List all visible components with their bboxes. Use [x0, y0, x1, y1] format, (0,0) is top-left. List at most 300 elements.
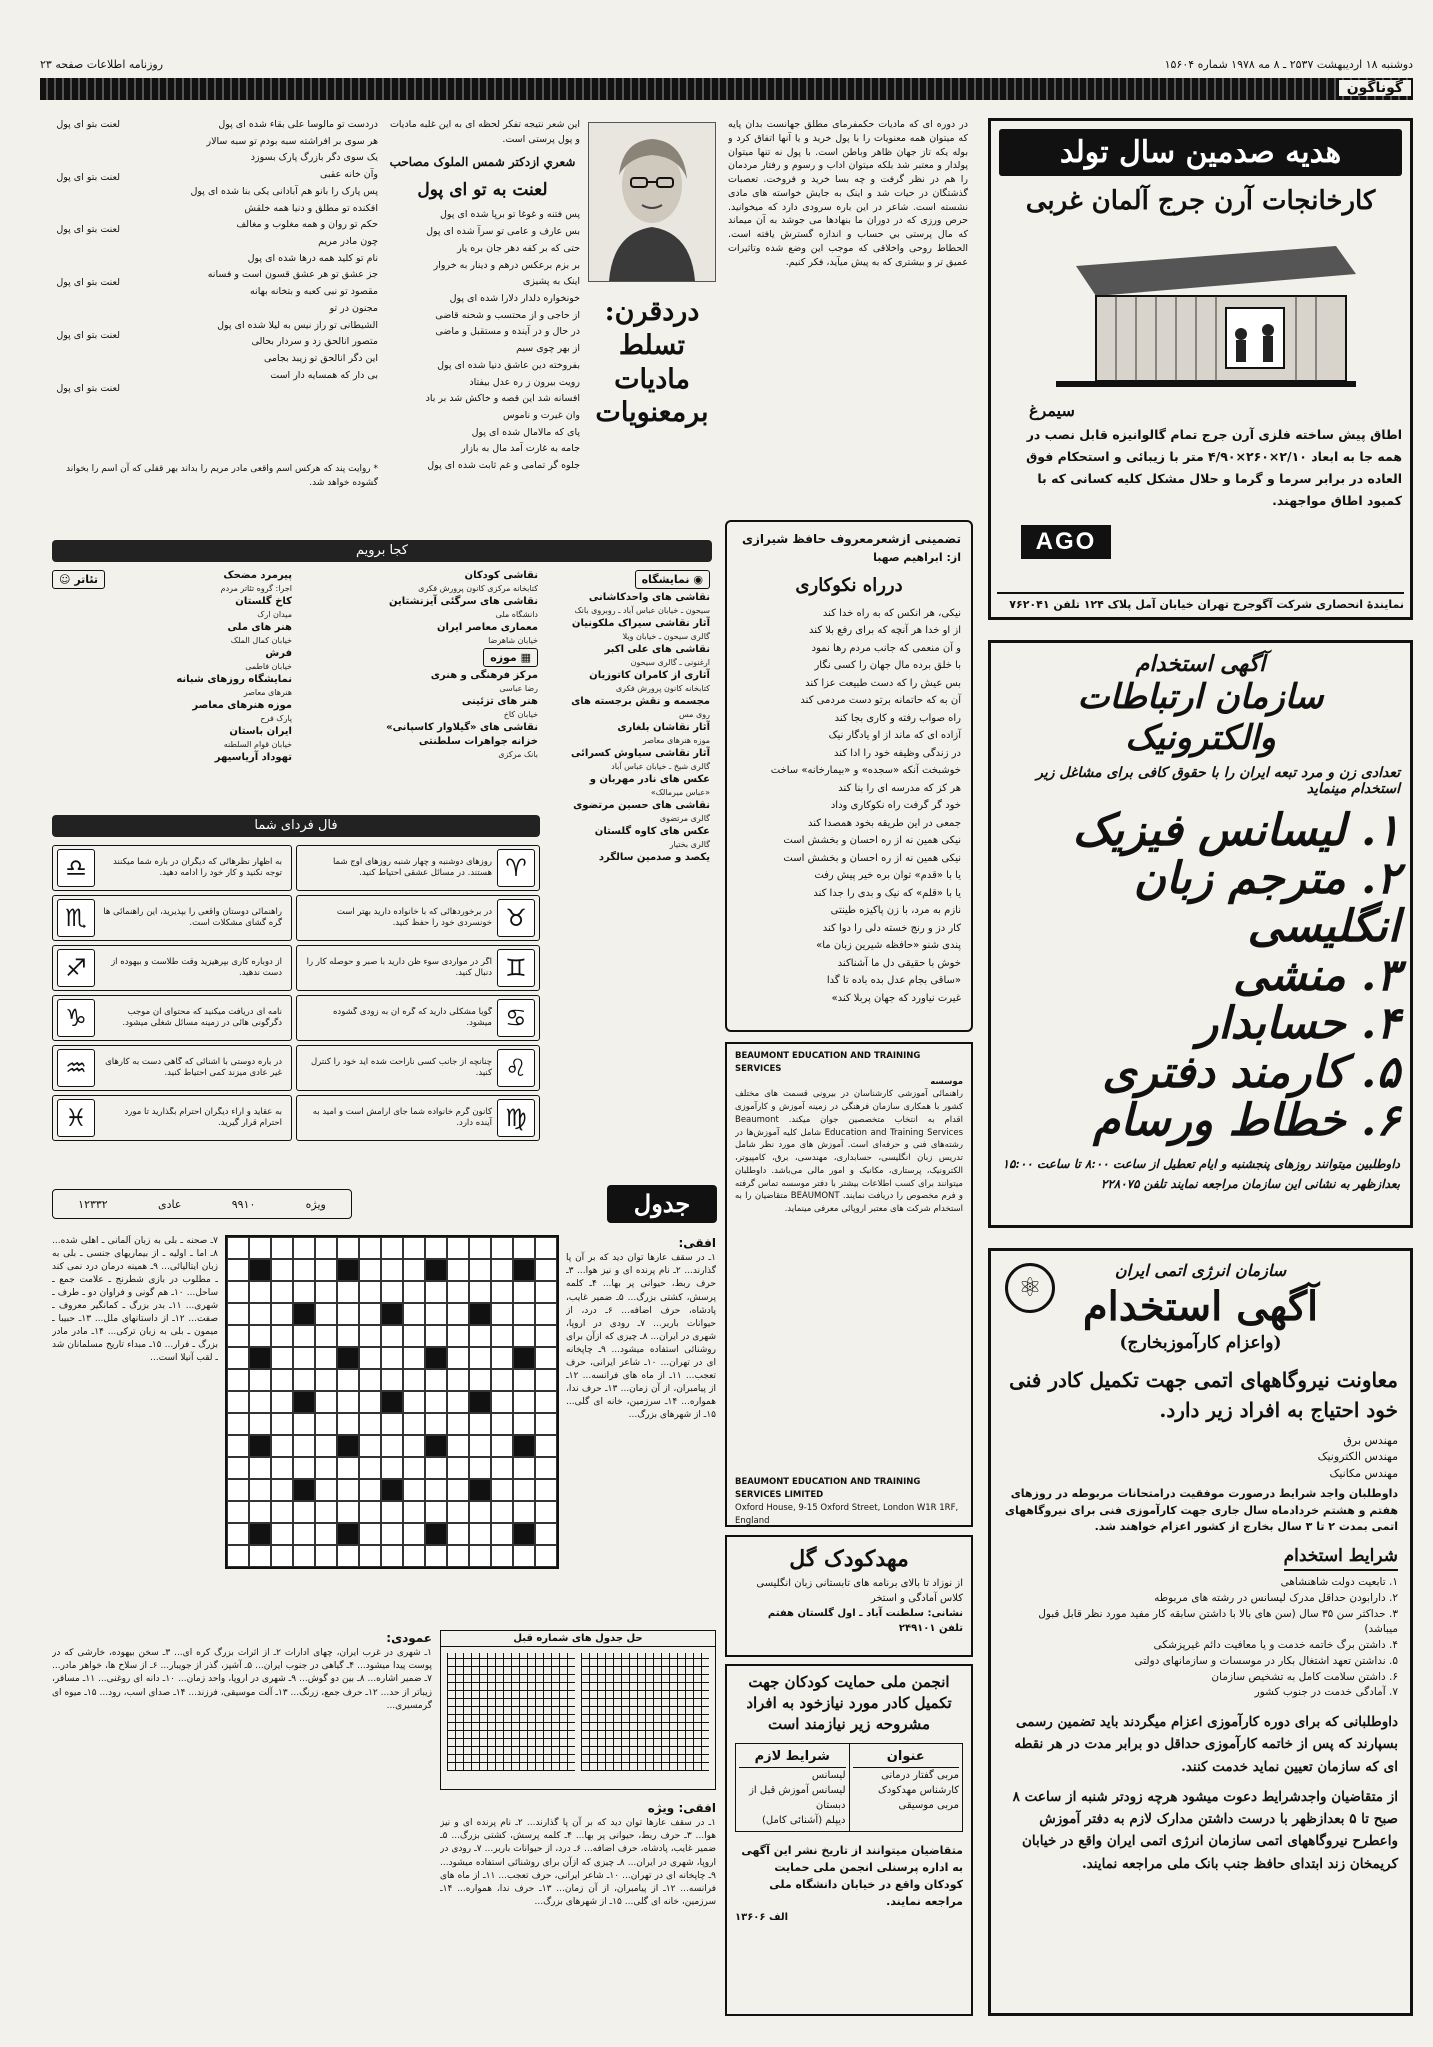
sign-text: راهنمائی دوستان واقعی را بپذيريد، اين راهنمائی ها گره گشای مشکلات است. [103, 906, 282, 928]
crossword-cell[interactable] [491, 1281, 513, 1303]
crossword-block [249, 1435, 271, 1457]
crossword-cell[interactable] [491, 1501, 513, 1523]
crossword-cell[interactable] [469, 1545, 491, 1567]
crossword-cell[interactable] [513, 1237, 535, 1259]
crossword-cell[interactable] [315, 1479, 337, 1501]
telecom-jobs [1001, 804, 1400, 1146]
crossword-cell[interactable] [403, 1369, 425, 1391]
crossword-cell[interactable] [403, 1303, 425, 1325]
crossword-cell[interactable] [513, 1457, 535, 1479]
crossword-cell[interactable] [337, 1501, 359, 1523]
crossword-cell[interactable] [249, 1479, 271, 1501]
horoscope-sign [52, 895, 292, 941]
crossword-cell[interactable] [359, 1325, 381, 1347]
crossword-cell[interactable] [535, 1545, 557, 1567]
listing-title: آثار نقاشی سياوش کسرائی [571, 748, 710, 759]
crossword-cell[interactable] [381, 1259, 403, 1281]
crossword-cell[interactable] [469, 1435, 491, 1457]
crossword-cell[interactable] [513, 1391, 535, 1413]
crossword-cell[interactable] [359, 1281, 381, 1303]
crossword-cell[interactable] [403, 1281, 425, 1303]
crossword-cell[interactable] [425, 1325, 447, 1347]
horoscope-sign [52, 845, 292, 891]
poem-line: متصور انالحق زد و سردار بحالی [251, 336, 378, 348]
crossword-cell[interactable] [447, 1435, 469, 1457]
crossword-cell[interactable] [227, 1391, 249, 1413]
crossword-cell[interactable] [425, 1391, 447, 1413]
crossword-cell[interactable] [315, 1501, 337, 1523]
crossword-cell[interactable] [227, 1545, 249, 1567]
crossword-cell[interactable] [227, 1479, 249, 1501]
crossword-cell[interactable] [535, 1457, 557, 1479]
crossword-cell[interactable] [337, 1237, 359, 1259]
hafez-line: از او خدا هر آنچه که برای رفع بلا کند [809, 625, 961, 637]
crossword-cell[interactable] [249, 1369, 271, 1391]
crossword-cell[interactable] [249, 1457, 271, 1479]
exhibitions-label: نمايشگاه [641, 573, 690, 586]
poem-lines [385, 208, 580, 474]
crossword-cell[interactable] [249, 1281, 271, 1303]
crossword-cell[interactable] [403, 1413, 425, 1435]
crossword-cell[interactable] [271, 1479, 293, 1501]
crossword-cell[interactable] [381, 1325, 403, 1347]
crossword-cell[interactable] [425, 1457, 447, 1479]
crossword-cell[interactable] [293, 1347, 315, 1369]
poem-line: الشيطانی تو راز نيس به ليلا شده ای پول [217, 319, 378, 331]
poem-line: دردست تو مالوسا علی بقاء شده ای پول [218, 119, 378, 130]
crossword-cell[interactable] [337, 1479, 359, 1501]
crossword-cell[interactable] [249, 1545, 271, 1567]
beaumont-footer-en: BEAUMONT EDUCATION AND TRAINING SERVICES LIMITED [735, 1477, 921, 1500]
crossword-cell[interactable] [447, 1369, 469, 1391]
crossword-cell[interactable] [425, 1501, 447, 1523]
crossword-cell[interactable] [381, 1501, 403, 1523]
article-headline [588, 295, 716, 430]
crossword-cell[interactable] [271, 1259, 293, 1281]
crossword-cell[interactable] [491, 1303, 513, 1325]
cond-item: ۴. داشتن برگ خاتمه خدمت و يا معافيت دائم غيرپزشکی [1153, 1639, 1398, 1651]
crossword-cell[interactable] [249, 1391, 271, 1413]
job-item: ۵. کارمند دفتری [1102, 1046, 1400, 1098]
crossword-cell[interactable] [337, 1369, 359, 1391]
crossword-cell[interactable] [293, 1237, 315, 1259]
crossword-cell[interactable] [447, 1347, 469, 1369]
crossword-cell[interactable] [535, 1237, 557, 1259]
ordinary-number: ۱۲۳۳۲ [78, 1197, 108, 1211]
crossword-cell[interactable] [535, 1501, 557, 1523]
crossword-block [425, 1435, 447, 1457]
crossword-cell[interactable] [337, 1391, 359, 1413]
crossword-cell[interactable] [403, 1479, 425, 1501]
crossword-cell[interactable] [315, 1457, 337, 1479]
listing-item [52, 596, 292, 619]
poem-line: مقصود تو نبی کعبه و بتخانه بهانه [250, 286, 378, 298]
crossword-cell[interactable] [535, 1303, 557, 1325]
ago-brand: AGO [1035, 528, 1097, 555]
crossword-cell[interactable] [337, 1413, 359, 1435]
crossword-cell[interactable] [315, 1545, 337, 1567]
crossword-cell[interactable] [315, 1347, 337, 1369]
sign-text: از دوباره کاری بپرهيزيد وقت طلاست و بيهوده از دست ندهيد. [111, 956, 282, 978]
poem-refrain: لعنت بتو ای پول [56, 329, 120, 341]
atomic-cond-title: شرايط استخدام [1284, 1544, 1398, 1572]
crossword-cell[interactable] [403, 1501, 425, 1523]
crossword-cell[interactable] [403, 1523, 425, 1545]
crossword-cell[interactable] [337, 1457, 359, 1479]
crossword-cell[interactable] [359, 1413, 381, 1435]
crossword-cell[interactable] [271, 1501, 293, 1523]
sign-text: در باره دوستی با آشنائی که گاهی دست به کارهای غير عادی ميزند کمی احتياط کنيد. [105, 1056, 282, 1078]
crossword-cell[interactable] [425, 1545, 447, 1567]
crossword-cell[interactable] [227, 1369, 249, 1391]
crossword-cell[interactable] [403, 1325, 425, 1347]
crossword-cell[interactable] [293, 1523, 315, 1545]
listing-sub: اجرا: گروه تئاتر مردم [220, 584, 292, 593]
aries-icon: ♈ [497, 849, 535, 887]
col-cond-header: شرايط لازم [739, 1747, 846, 1768]
listing-item [300, 670, 538, 693]
crossword-cell[interactable] [381, 1545, 403, 1567]
crossword-cell[interactable] [447, 1501, 469, 1523]
crossword-cell[interactable] [315, 1237, 337, 1259]
crossword-cell[interactable] [227, 1413, 249, 1435]
crossword-cell[interactable] [249, 1325, 271, 1347]
cond-item: ۶. داشتن سلامت کامل به تشخيص سازمان [1211, 1670, 1398, 1683]
crossword-cell[interactable] [469, 1259, 491, 1281]
hafez-line: کار دز و رنج خسته دلی را دوا کند [822, 922, 961, 934]
crossword-cell[interactable] [227, 1523, 249, 1545]
headline-line-4: برمعنويات [595, 397, 709, 429]
paper-page: روزنامه اطلاعات صفحه ۲۳ [40, 58, 164, 71]
crossword-cell[interactable] [425, 1369, 447, 1391]
crossword-cell[interactable] [491, 1435, 513, 1457]
crossword-cell[interactable] [381, 1281, 403, 1303]
crossword-cell[interactable] [381, 1523, 403, 1545]
crossword-cell[interactable] [271, 1457, 293, 1479]
crossword-down [52, 1630, 432, 2015]
crossword-cell[interactable] [359, 1479, 381, 1501]
sign-text: به عقايد و آراء ديگران احترام بگذاريد تا مورد احترام قرار گيريد. [124, 1106, 282, 1128]
crossword-cell[interactable] [359, 1435, 381, 1457]
poem-refrain: لعنت بتو ای پول [56, 224, 120, 236]
crossword-cell[interactable] [381, 1347, 403, 1369]
crossword-cell[interactable] [513, 1369, 535, 1391]
poem-refrain: لعنت بتو ای پول [56, 277, 120, 289]
crossword-cell[interactable] [381, 1369, 403, 1391]
crossword-cell[interactable] [359, 1347, 381, 1369]
crossword-cell[interactable] [293, 1435, 315, 1457]
crossword-cell[interactable] [469, 1325, 491, 1347]
hafez-line: در زندگی وظيفه خود را ادا کند [834, 747, 961, 759]
crossword-cell[interactable] [359, 1523, 381, 1545]
crossword-cell[interactable] [425, 1479, 447, 1501]
crossword-cell[interactable] [447, 1479, 469, 1501]
crossword-cell[interactable] [447, 1325, 469, 1347]
museums-col [300, 570, 538, 810]
crossword-cell[interactable] [447, 1237, 469, 1259]
crossword-cell[interactable] [513, 1325, 535, 1347]
crossword-cell[interactable] [535, 1281, 557, 1303]
poem-line: بس عارف و عامی تو سرآ شده ای پول [426, 226, 580, 238]
crossword-cell[interactable] [293, 1545, 315, 1567]
crossword-cell[interactable] [227, 1237, 249, 1259]
crossword-cell[interactable] [315, 1325, 337, 1347]
crossword-grid-cells[interactable] [225, 1235, 559, 1569]
job-item: ۶. خطاط ورسام [1093, 1094, 1400, 1146]
crossword-left-clues: ۷ـ صحنه ـ بلی به زبان آلمانی ـ اهلی شده... ۸ـ اما ـ اوليه ـ از بيماريهای جنسی ـ بلی به زبان ايتاليائی... ۹ـ همينه درمان درد نمی کند ـ مطلوب در بازی شطرنج ـ علامت جمع ـ ساحل... ۱۰ـ هم گونی و فراوان دو ـ طرف ـ شهری... ۱۱ـ بدر بزرگ ـ کمانگير معروف ـ صفت... ۱۲ـ از داستانهای ملل... ۱۳ـ حبيبا ـ ميمون ـ بلی به زبان ترکی... ۱۴ـ مادر مادر بزرگ ـ فرار... ۱۵ـ مبداء تاريخ مسلمانان شد ـ لقب آنيلا است... [52, 1236, 218, 1364]
crossword-cell[interactable] [271, 1523, 293, 1545]
crossword-cell[interactable] [513, 1413, 535, 1435]
crossword-cell[interactable] [513, 1501, 535, 1523]
listing-title: آثار نقاشان بلغاری [617, 722, 710, 733]
crossword-cell[interactable] [337, 1303, 359, 1325]
child-society-ad-box [725, 1664, 973, 2016]
crossword-cell[interactable] [359, 1545, 381, 1567]
crossword-cell[interactable] [293, 1369, 315, 1391]
cond-item: ۷. آمادگی خدمت در جنوب کشور [1254, 1686, 1398, 1699]
crossword-cell[interactable] [271, 1325, 293, 1347]
where-to-go-bar: کجا برويم [52, 540, 712, 562]
crossword-cell[interactable] [315, 1523, 337, 1545]
crossword-cell[interactable] [271, 1435, 293, 1457]
crossword-cell[interactable] [469, 1457, 491, 1479]
crossword-block [337, 1435, 359, 1457]
horoscope-sign [52, 1095, 292, 1141]
poem-line: وان غيرت و ناموس [502, 410, 580, 421]
crossword-cell[interactable] [491, 1457, 513, 1479]
crossword-cell[interactable] [491, 1523, 513, 1545]
crossword-cell[interactable] [513, 1545, 535, 1567]
listing-sub: خيابان کاخ [503, 710, 538, 719]
atomic-title: آگهی استخدام [1082, 1283, 1319, 1330]
crossword-cell[interactable] [513, 1303, 535, 1325]
hafez-line: خوشبخت آنکه «سجده» و «بيمارخانه» ساخت [770, 765, 961, 777]
crossword-cell[interactable] [403, 1457, 425, 1479]
crossword-cell[interactable] [249, 1501, 271, 1523]
listing-item [52, 752, 292, 763]
crossword-cell[interactable] [315, 1435, 337, 1457]
crossword-cell[interactable] [447, 1281, 469, 1303]
crossword-cell[interactable] [315, 1259, 337, 1281]
crossword-cell[interactable] [469, 1369, 491, 1391]
crossword-cell[interactable] [337, 1325, 359, 1347]
crossword-cell[interactable] [359, 1457, 381, 1479]
poem-line: جامه به غارت آمد مال به بازار [461, 443, 580, 455]
poem-line: خونخواره دلدار دلارا شده ای پول [449, 292, 580, 304]
crossword-block [293, 1303, 315, 1325]
crossword-cell[interactable] [403, 1347, 425, 1369]
crossword-cell[interactable] [469, 1237, 491, 1259]
crossword-cell[interactable] [491, 1347, 513, 1369]
crossword-cell[interactable] [447, 1457, 469, 1479]
crossword-cell[interactable] [293, 1457, 315, 1479]
crossword-cell[interactable] [359, 1501, 381, 1523]
crossword-cell[interactable] [293, 1501, 315, 1523]
crossword-cell[interactable] [469, 1347, 491, 1369]
hafez-line: نيکی همين نه از ره احسان و بخشش است [783, 835, 961, 847]
crossword-cell[interactable] [227, 1303, 249, 1325]
crossword-cell[interactable] [469, 1523, 491, 1545]
horoscope-bar: فال فردای شما [52, 815, 540, 837]
crossword-cell[interactable] [271, 1413, 293, 1435]
crossword-cell[interactable] [249, 1237, 271, 1259]
job-item: ۴. حسابدار [1197, 998, 1400, 1050]
crossword-cell[interactable] [403, 1259, 425, 1281]
child-society-footer: متقاضيان ميتوانند از تاريخ نشر اين آگهی به اداره پرسنلی انجمن ملی حمايت کودکان واقع در خيابان دانشگاه ملی مراجعه نمايند. [741, 1843, 963, 1908]
crossword-block [513, 1435, 535, 1457]
hafez-title: درراه نکوکاری [795, 574, 903, 596]
crossword-cell[interactable] [469, 1501, 491, 1523]
listing-sub: سيحون ـ خيابان عباس آباد ـ روبروی بانک [574, 606, 710, 615]
crossword-cell[interactable] [535, 1479, 557, 1501]
masthead [0, 0, 1433, 105]
crossword-cell[interactable] [227, 1457, 249, 1479]
crossword-cell[interactable] [315, 1303, 337, 1325]
poem-line: اينک به پشيزی [522, 276, 580, 288]
crossword-cell[interactable] [425, 1413, 447, 1435]
listing-sub: رضا عباسی [499, 684, 538, 693]
crossword-cell[interactable] [447, 1391, 469, 1413]
crossword-cell[interactable] [381, 1457, 403, 1479]
sign-text: چنانچه از جانب کسی ناراحت شده ايد خود را کنترل کنيد. [310, 1056, 492, 1078]
poem-line: مجنون در تو [329, 302, 378, 314]
crossword-cell[interactable] [271, 1391, 293, 1413]
listing-title: نقاشی های واحدکاشانی [588, 592, 710, 603]
sign-text: اگر در مواردی سوء ظن داريد با صبر و حوصله کار را دنبال کنيد. [306, 956, 492, 978]
crossword-cell[interactable] [535, 1523, 557, 1545]
crossword-block [513, 1347, 535, 1369]
crossword-cell[interactable] [227, 1501, 249, 1523]
crossword-cell[interactable] [403, 1435, 425, 1457]
crossword-cell[interactable] [227, 1435, 249, 1457]
crossword-cell[interactable] [403, 1237, 425, 1259]
house-illustration [1036, 226, 1366, 401]
crossword-cell[interactable] [403, 1545, 425, 1567]
listing-title: نمايشگاه روزهای شبانه [176, 674, 292, 685]
crossword-cell[interactable] [425, 1303, 447, 1325]
crossword-cell[interactable] [227, 1281, 249, 1303]
crossword-cell[interactable] [271, 1237, 293, 1259]
gift-desc: اطاق پيش ساخته فلزی آرن جرج تمام گالوانيزه قابل نصب در همه جا به ابعاد ۲/۱۰×۲۶۰×۴/۹۰ متر با زيبائی و استحکام فوق العاده در برابر سرما و گرما و حلال مشکل کليه کسانی که با کمبود اطاق مواجهند. [1026, 427, 1402, 508]
listing-title: تهوداد آرياسيهر [214, 752, 292, 763]
crossword-cell[interactable] [381, 1237, 403, 1259]
crossword-cell[interactable] [535, 1435, 557, 1457]
crossword-cell[interactable] [315, 1391, 337, 1413]
poem-lines-col4 [128, 118, 378, 386]
crossword-cell[interactable] [491, 1259, 513, 1281]
child-society-col-title [849, 1744, 963, 1831]
crossword-cell[interactable] [425, 1281, 447, 1303]
crossword-cell[interactable] [271, 1303, 293, 1325]
crossword-cell[interactable] [315, 1281, 337, 1303]
crossword-cell[interactable] [249, 1303, 271, 1325]
listing-sub: ارغنونی ـ گالری سيحون [630, 658, 710, 667]
atomic-invite: از متقاضيان واجدشرايط دعوت ميشود هرچه زودتر شنبه از ساعت ۸ صبح تا ۵ بعدازظهر با درست داشتن مدارک لازم به دفتر آموزش واعطرح نيروگاههای اتمی سازمان انرژی اتمی ايران واقع در خيابان کريمخان زند ابتدای حافظ جنب بانک ملی مراجعه نمايند. [1012, 1788, 1398, 1872]
crossword-cell[interactable] [293, 1413, 315, 1435]
listing-title: آثار نقاشی سيراک ملکونيان [571, 618, 710, 629]
crossword-cell[interactable] [513, 1479, 535, 1501]
atomic-note2: داوطلبانی که برای دوره کارآموزی اعزام ميگردند بايد تضمين رسمی بسپارند که پس از خاتمه کارآموزی حداقل دو برابر مدت در هر نقطه ای که سازمان تعيين نمايد خدمت کنند. [1014, 1714, 1398, 1775]
crossword-cell[interactable] [271, 1369, 293, 1391]
row-cond: ليسانس [811, 1769, 846, 1781]
crossword-cell[interactable] [425, 1237, 447, 1259]
crossword-cell[interactable] [315, 1369, 337, 1391]
crossword-cell[interactable] [491, 1479, 513, 1501]
telecom-footer: داوطلبين ميتوانند روزهای پنجشنبه و ايام تعطيل از ساعت ۸:۰۰ تا ساعت ۱۵:۰۰ بعدازظهر به نشانی اين سازمان مراجعه نمايند تلفن ۲۲۸۰۷۵ [1002, 1157, 1400, 1191]
crossword-cell[interactable] [249, 1413, 271, 1435]
crossword-block [293, 1479, 315, 1501]
crossword-cell[interactable] [491, 1413, 513, 1435]
poem-line: پای که مالامال شده ای پول [471, 426, 580, 438]
crossword-cell[interactable] [535, 1347, 557, 1369]
crossword-cell[interactable] [293, 1325, 315, 1347]
crossword-cell[interactable] [381, 1413, 403, 1435]
crossword-cell[interactable] [469, 1413, 491, 1435]
crossword-cell[interactable] [227, 1347, 249, 1369]
crossword-cell[interactable] [535, 1391, 557, 1413]
horoscope-sign [296, 1045, 540, 1091]
crossword-cell[interactable] [535, 1259, 557, 1281]
hafez-line: بس عيش را که دست طبيعت عزا کند [805, 677, 961, 689]
crossword-cell[interactable] [359, 1391, 381, 1413]
listing-item [52, 700, 292, 723]
crossword-cell[interactable] [491, 1325, 513, 1347]
crossword-cell[interactable] [337, 1281, 359, 1303]
crossword-cell[interactable] [381, 1435, 403, 1457]
crossword-cell[interactable] [227, 1259, 249, 1281]
crossword-cell[interactable] [513, 1281, 535, 1303]
crossword-cell[interactable] [447, 1523, 469, 1545]
solution-grids [441, 1647, 715, 1777]
crossword-cell[interactable] [491, 1237, 513, 1259]
crossword-cell[interactable] [447, 1413, 469, 1435]
listing-item [52, 622, 292, 645]
kindergarten-body: از نوزاد تا بالای برنامه های تابستانی زبان انگليسی کلاس آمادگی و استخر [756, 1578, 963, 1604]
crossword-grid [225, 1235, 559, 1569]
crossword-cell[interactable] [447, 1259, 469, 1281]
hafez-line: راه صواب رفته و کاری بجا کند [834, 712, 961, 724]
crossword-cell[interactable] [535, 1325, 557, 1347]
crossword-cell[interactable] [403, 1391, 425, 1413]
listing-item [300, 570, 538, 593]
atomic-conds [1003, 1575, 1398, 1701]
crossword-cell[interactable] [359, 1369, 381, 1391]
crossword-cell[interactable] [293, 1259, 315, 1281]
crossword-cell[interactable] [227, 1325, 249, 1347]
crossword-cell[interactable] [337, 1545, 359, 1567]
crossword-cell[interactable] [447, 1303, 469, 1325]
poem-line: افسانه شد اين قصه و خاکش شد بر باد [425, 393, 580, 405]
crossword-cell[interactable] [271, 1545, 293, 1567]
crossword-cell[interactable] [491, 1369, 513, 1391]
crossword-cell[interactable] [491, 1545, 513, 1567]
cond-item: ۲. دارابودن حداقل مدرک ليسانس در رشته های مربوطه [1154, 1591, 1398, 1604]
crossword-cell[interactable] [535, 1413, 557, 1435]
crossword-cell[interactable] [271, 1347, 293, 1369]
crossword-cell[interactable] [535, 1369, 557, 1391]
crossword-cell[interactable] [293, 1281, 315, 1303]
crossword-cell[interactable] [359, 1259, 381, 1281]
crossword-cell[interactable] [359, 1303, 381, 1325]
crossword-cell[interactable] [359, 1237, 381, 1259]
crossword-cell[interactable] [271, 1281, 293, 1303]
hafez-line: يا با «قلم» که نيک و بدی را جدا کند [813, 887, 961, 899]
crossword-cell[interactable] [447, 1545, 469, 1567]
crossword-cell[interactable] [315, 1413, 337, 1435]
crossword-cell[interactable] [491, 1391, 513, 1413]
crossword-cell[interactable] [469, 1281, 491, 1303]
crossword-block [469, 1479, 491, 1501]
